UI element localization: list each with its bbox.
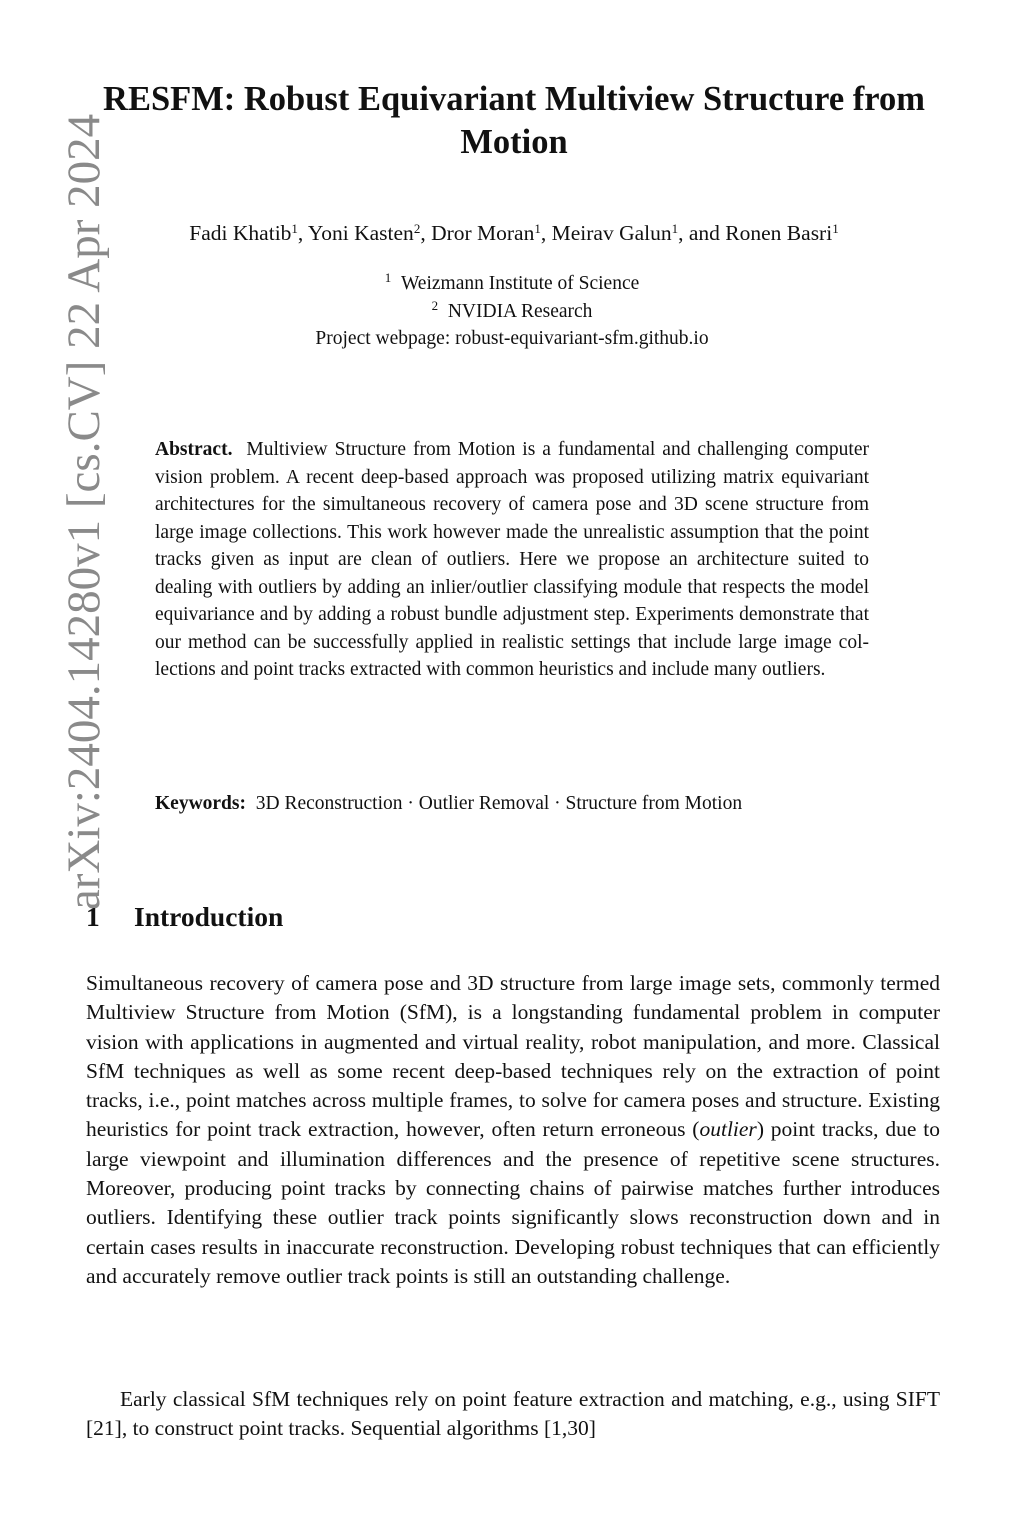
author-affiliation-mark: 1 (832, 220, 839, 236)
author-name: Ronen Basri (725, 221, 833, 245)
keywords-text: 3D Reconstruction · Outlier Removal · Structure from Motion (255, 793, 743, 814)
author-separator: , (420, 221, 432, 245)
affiliation-mark: 2 (431, 297, 439, 313)
author-affiliation-mark: 1 (534, 220, 541, 236)
intro-text-after-italic: ) point tracks, due to large viewpoint and illumination differences and the presence of repetitive scene structures. Moreover, producing point tracks by connecting chains of pairwise matches further introduces outliers. Identifying these outlier track points significantly slows reconstruction down and in certain cases results in inaccurate reconstruction. Developing robust techniques that can efficiently and accurately remove outlier track points is still an outstanding challenge. (86, 1117, 940, 1288)
author-name: Fadi Khatib (189, 221, 292, 245)
affiliation-line (86, 298, 938, 326)
keywords-label: Keywords: (155, 793, 246, 814)
section-heading-introduction (86, 898, 283, 936)
intro-italic-term: outlier (699, 1117, 757, 1142)
author-name: Meirav Galun (551, 221, 672, 245)
paper-title: RESFM: Robust Equivariant Multiview Structure from Motion (103, 80, 925, 161)
abstract-label: Abstract. (155, 439, 233, 460)
author-separator: , and (678, 221, 726, 245)
project-webpage-link[interactable]: Project webpage: robust-equivariant-sfm.github.io (315, 328, 709, 349)
author-separator: , (540, 221, 552, 245)
intro-text-before-italic: Simultaneous recovery of camera pose and 3D structure from large image sets, commonly termed Multiview Structure from Motion (SfM), is a longstanding fundamental problem in computer vision with applications in augmented and virtual reality, robot manipulation, and more. Classical SfM techniques as well as some recent deep-based techniques rely on the extraction of point tracks, i.e., point matches across multiple frames, to solve for camera poses and structure. Existing heuristics for point track extraction, however, often return erroneous ( (86, 971, 940, 1142)
section-title: Introduction (134, 901, 284, 932)
abstract (155, 436, 869, 684)
author-separator: , (297, 221, 308, 245)
affiliation-mark: 1 (384, 269, 392, 285)
affiliation-block (86, 270, 938, 353)
author-name: Dror Moran (431, 221, 535, 245)
keywords (155, 790, 869, 818)
author-affiliation-mark: 1 (291, 220, 298, 236)
author-list (86, 218, 942, 248)
author-affiliation-mark: 2 (413, 220, 421, 236)
affiliation-name: NVIDIA Research (447, 300, 593, 322)
intro-paragraph-1 (86, 969, 940, 1291)
affiliation-name: Weizmann Institute of Science (400, 273, 640, 294)
intro-paragraph-2: Early classical SfM techniques rely on point feature extraction and matching, e.g., using SIFT [21], to construct point tracks. Sequential algorithms [1,30] (86, 1387, 940, 1441)
section-number: 1 (86, 901, 100, 932)
author-name: Yoni Kasten (307, 221, 414, 245)
arxiv-identifier-stamp: arXiv:2404.14280v1 [cs.CV] 22 Apr 2024 (58, 113, 110, 911)
affiliation-line (86, 270, 938, 298)
author-affiliation-mark: 1 (671, 220, 679, 236)
abstract-text: Multiview Structure from Motion is a fundamental and challenging computer vision problem. A recent deep-based approach was proposed utilizing matrix equivariant architectures for the simultaneous recovery of camera pose and 3D scene structure from large image collections. This work however made the unrealistic assumption that the point tracks given as input are clean of outliers. Here we propose an architecture suited to dealing with outliers by adding an inlier/outlier classifying module that respects the model equivariance and by adding a robust bundle adjustment step. Experiments demonstrate that our method can be successfully applied in realistic settings that include large image collections and point tracks extracted with common heuristics and include many outliers. (155, 439, 869, 680)
